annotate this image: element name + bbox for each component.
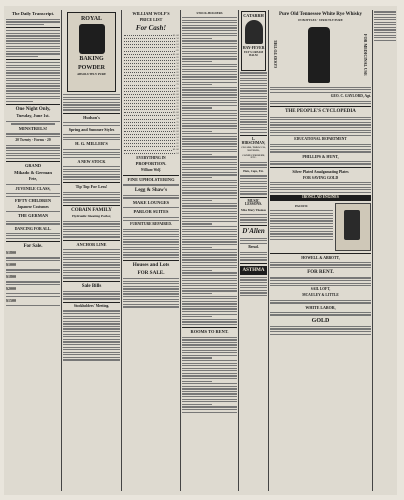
text-line (182, 249, 237, 250)
text-line (182, 360, 237, 361)
cyclopedia-heading: THE PEOPLE'S CYCLOPEDIA (285, 109, 356, 115)
miller-heading: H. G. MILLER'S (75, 141, 108, 147)
column-rule (61, 10, 62, 491)
text-line (182, 198, 237, 199)
text-line (182, 38, 212, 39)
text-line (182, 396, 237, 397)
text-line (182, 275, 237, 276)
text-line (182, 136, 237, 137)
text-line (182, 342, 237, 343)
text-line (182, 151, 237, 152)
royal-baking-ad (67, 12, 116, 92)
text-line (182, 120, 237, 121)
price-row: .10 (175, 114, 179, 118)
text-line (182, 71, 237, 72)
text-line (182, 146, 237, 147)
price-row: .25 (175, 108, 179, 112)
text-line (182, 208, 237, 209)
text-line (182, 252, 237, 253)
text-line (182, 298, 237, 299)
text-line (182, 406, 237, 407)
asthma-heading: ASTHMA (240, 266, 267, 275)
text-line (182, 159, 237, 160)
cigars-heading: CIGARS, TOBACCO, NOTIONS, (241, 146, 266, 153)
column-3 (123, 10, 179, 491)
price-row: $1.00 (172, 92, 179, 96)
price-row: .75 (175, 102, 179, 105)
text-line (182, 154, 212, 155)
text-line (182, 40, 237, 41)
text-line (182, 324, 237, 325)
text-line (182, 115, 237, 116)
text-line (182, 316, 212, 317)
text-line (182, 231, 237, 232)
text-line (182, 381, 212, 382)
text-line (182, 375, 237, 376)
stockholders-heading: STOCK-HOLDERS (196, 11, 223, 15)
pacific-heading: PACIFIC (294, 203, 309, 208)
hirschman-heading: L. HIRSCHMAN, (241, 136, 266, 145)
parlor-suites-heading: PARLOR SUITES (133, 209, 169, 215)
text-line (182, 254, 237, 255)
text-line (182, 221, 237, 222)
text-line (182, 66, 237, 67)
text-line (182, 192, 237, 193)
wolf-title: WILLIAM WOLF'S (132, 11, 170, 16)
text-line (182, 280, 237, 281)
confectionery-heading: CONFECTIONERY, ETC. (242, 153, 265, 160)
text-line (182, 58, 237, 59)
mikado-heading: Mikado & German (14, 169, 52, 175)
gold-heading: GOLD (311, 317, 330, 324)
price-row: .75 (175, 64, 179, 68)
text-line (182, 61, 212, 62)
text-line (182, 296, 237, 297)
german-heading: THE GERMAN (17, 213, 49, 219)
column-rule (268, 10, 269, 491)
column-rule (372, 10, 373, 491)
whisky-heading: Pure Old Tennessee White Rye Whisky (278, 12, 363, 17)
saving-gold-heading: FOR SAVING GOLD (302, 175, 339, 180)
ironclad-heading: IRONCLAD ENGINES (270, 195, 371, 201)
price-row: .05 (175, 123, 179, 127)
text-line (182, 187, 237, 188)
sale-bills-heading: Sale Bills (81, 283, 102, 289)
newspaper-page (4, 6, 397, 495)
white-labor-heading: WHITE LABOR, (305, 304, 336, 310)
price-row: .50 (175, 37, 179, 41)
cobain-heading: COBAIN FAMILY (71, 208, 112, 214)
hydraulic-heading: Hydraulic Sheeting Parlor, (72, 214, 111, 219)
text-line (182, 352, 237, 353)
text-line (182, 314, 237, 315)
text-line (182, 203, 237, 204)
text-line (182, 53, 237, 54)
text-line (182, 383, 237, 384)
price-row: .10 (175, 132, 179, 136)
price-row: .50 (175, 98, 179, 102)
text-line (182, 27, 237, 28)
for-medical-vertical: FOR MEDICINAL USE (363, 33, 369, 76)
text-line (182, 241, 237, 242)
text-line (182, 92, 237, 93)
legg-shaw-heading: Legg & Shaw's (134, 187, 168, 193)
price-row: $1.00 (172, 148, 179, 152)
column-2 (63, 10, 120, 491)
text-line (182, 350, 237, 351)
text-line (182, 303, 237, 304)
text-line (182, 89, 237, 90)
text-line (182, 97, 237, 98)
text-line (182, 177, 212, 178)
price-4: $2000 (6, 286, 16, 292)
price-row: .05 (175, 86, 179, 90)
price-row: .05 (175, 142, 179, 146)
text-line (182, 401, 237, 402)
price-row: $1.00 (172, 74, 179, 78)
baking-heading: BAKING (79, 56, 104, 63)
text-line (182, 308, 237, 309)
text-line (182, 22, 237, 23)
japanese-heading: Japanese Costumes (17, 205, 49, 210)
text-line (182, 17, 237, 18)
text-line (182, 216, 237, 217)
text-line (182, 265, 237, 266)
text-line (182, 363, 237, 364)
text-line (182, 172, 237, 173)
text-line (182, 20, 237, 21)
text-line (182, 56, 237, 57)
price-row: .50 (175, 80, 179, 84)
text-line (182, 128, 237, 129)
price-row: $1.00 (172, 129, 179, 133)
text-line (182, 74, 237, 75)
text-line (182, 149, 237, 150)
good-to-the-vertical: GOOD TO THE (272, 40, 278, 69)
price-row: .25 (175, 126, 179, 130)
adjacent-page-edge (374, 10, 396, 491)
text-line (182, 133, 237, 134)
text-line (182, 169, 237, 170)
price-row: .05 (175, 105, 179, 109)
bottle-icon (308, 27, 330, 83)
price-row: $1.00 (172, 111, 179, 115)
dallen-heading: D'Allen (242, 227, 265, 236)
text-line (182, 167, 237, 168)
price-row: .10 (175, 95, 179, 99)
teacher-name: Miss Mary Thomas (241, 208, 266, 213)
fete-heading: Fete, (28, 176, 38, 182)
text-line (182, 278, 237, 279)
text-line (182, 141, 237, 142)
phillips-heading: PHILLIPS & HUNT, (302, 153, 339, 159)
text-line (182, 82, 237, 83)
text-line (182, 234, 237, 235)
text-line (182, 33, 237, 34)
catarrh-heading: CATARRH (243, 13, 264, 18)
text-line (182, 404, 212, 405)
price-row: .10 (175, 58, 179, 62)
text-line (182, 205, 237, 206)
elys-heading: ELY'S CREAM BALM (243, 51, 264, 58)
anchor-heading: ANCHOR LINE (76, 241, 107, 247)
for-sale-heading: For Sale. (23, 243, 43, 249)
music-heading: MUSIC LESSONS. (244, 198, 263, 207)
minstrels-heading: MINSTRELS! (18, 125, 48, 131)
text-line (182, 339, 237, 340)
powder-heading: POWDER (78, 64, 105, 71)
text-line (182, 180, 237, 181)
price-row: $1.00 (172, 52, 179, 56)
text-line (182, 113, 237, 114)
everything-heading: EVERYTHING IN (136, 155, 166, 160)
text-line (182, 143, 237, 144)
column-rule (180, 10, 181, 491)
price-row: .10 (175, 77, 179, 81)
text-line (182, 185, 237, 186)
grand-heading: GRAND (24, 162, 42, 168)
text-line (182, 211, 237, 212)
text-line (182, 288, 237, 289)
price-row: .75 (175, 83, 179, 87)
proportion-heading: PROPORTION. (135, 161, 167, 167)
text-line (182, 388, 237, 389)
text-line (182, 321, 237, 322)
text-line (182, 393, 237, 394)
text-line (182, 229, 237, 230)
bottles-subheading: IN BOTTLES · STRICTLY PURE (298, 18, 343, 23)
text-line (182, 344, 237, 345)
text-line (182, 301, 237, 302)
text-line (182, 357, 212, 358)
text-line (182, 69, 237, 70)
one-night-heading: One Night Only, (15, 106, 51, 112)
text-line (182, 247, 212, 248)
hats-heading: Hats, Caps, Etc. (243, 169, 264, 174)
price-row: .75 (175, 120, 179, 124)
text-line (182, 347, 237, 348)
for-rent-heading: FOR RENT. (307, 270, 334, 276)
text-line (182, 259, 237, 260)
text-line (182, 378, 237, 379)
text-line (182, 337, 237, 338)
column-rule (121, 10, 122, 491)
text-line (182, 162, 237, 163)
price-row: .05 (175, 49, 179, 53)
text-line (182, 164, 237, 165)
bread-heading: Bread. (248, 244, 259, 249)
text-line (182, 100, 237, 101)
column-rule (238, 10, 239, 491)
text-line (182, 262, 237, 263)
houses-for-sale-heading: FOR SALE. (137, 269, 165, 276)
text-line (182, 370, 237, 371)
tip-top-heading: Tip Top For Less! (75, 184, 108, 190)
text-line (182, 35, 237, 36)
price-row: .50 (175, 61, 179, 65)
text-line (182, 270, 212, 271)
text-line (182, 257, 237, 258)
price-row: .25 (175, 55, 179, 59)
text-line (182, 156, 237, 157)
text-line (182, 391, 237, 392)
text-line (182, 409, 237, 410)
educational-heading: EDUCATIONAL DEPARTMENT (294, 136, 347, 141)
text-line (182, 319, 237, 320)
powder-can-icon (79, 24, 105, 54)
column-4 (182, 10, 237, 491)
price-1: $1800 (6, 250, 16, 256)
furniture-heading: FURNITURE REPAIRED. (130, 221, 172, 226)
price-row: .25 (175, 71, 179, 75)
text-line (182, 118, 237, 119)
william-signature: William Wolf. (140, 167, 162, 172)
date-heading: Tuesday, June 1st. (16, 113, 50, 119)
text-line (182, 102, 237, 103)
upholstering-heading: FINE UPHOLSTERING (127, 176, 175, 182)
text-line (182, 399, 237, 400)
text-line (182, 306, 237, 307)
text-line (182, 30, 237, 31)
text-line (182, 43, 237, 44)
price-2: $1000 (6, 262, 16, 268)
text-line (182, 138, 237, 139)
text-line (182, 94, 237, 95)
price-row: .75 (175, 46, 179, 50)
price-row: .10 (175, 43, 179, 47)
houses-heading: Houses and Lots (132, 262, 170, 269)
text-line (182, 311, 237, 312)
meeting-heading: Stockholders' Meeting. (73, 303, 110, 308)
text-line (182, 174, 237, 175)
price-row: .50 (175, 136, 179, 140)
text-line (182, 368, 237, 369)
text-line (182, 123, 237, 124)
text-line (182, 373, 237, 374)
silver-plated-heading: Silver Plated Amalgamating Plates (292, 169, 349, 174)
hay-fever-heading: HAY-FEVER (242, 46, 265, 51)
price-row: .10 (175, 151, 179, 155)
sail-loft-heading: SAIL LOFT, (310, 287, 331, 292)
text-line (182, 79, 237, 80)
absolutely-pure: ABSOLUTELY PURE (76, 71, 107, 76)
text-line (182, 236, 237, 237)
text-line (182, 125, 237, 126)
whisky-ad-body (270, 25, 371, 85)
text-line (182, 87, 237, 88)
mcauley-heading: MCAULEY & LITTLE (302, 293, 339, 298)
howell-heading: HOWELL & ABBOTT, (301, 255, 340, 260)
price-row: .25 (175, 40, 179, 44)
price-row: .25 (175, 145, 179, 149)
price-row: .05 (175, 67, 179, 71)
text-line (182, 283, 237, 284)
text-line (182, 46, 237, 47)
juvenile-heading: JUVENILE CLASS, (15, 185, 51, 191)
for-cash-heading: For Cash! (135, 23, 167, 32)
text-line (182, 195, 237, 196)
text-line (182, 267, 237, 268)
text-line (182, 131, 212, 132)
price-row: .75 (175, 139, 179, 143)
text-line (182, 285, 237, 286)
text-line (182, 51, 237, 52)
rooms-heading: ROOMS TO RENT. (190, 329, 229, 335)
price-5: $1500 (6, 298, 16, 304)
face-illustration-icon (245, 20, 263, 44)
column-5 (240, 10, 267, 491)
engine-icon (344, 210, 360, 240)
price-list-heading: PRICE LIST (139, 17, 163, 23)
text-line (182, 105, 237, 106)
price-row: $1.00 (172, 33, 179, 37)
twenty-heading: 20 Twenty · Forms · 20 (15, 138, 51, 143)
dancing-heading: DANCING FOR ALL. (14, 226, 52, 231)
text-line (182, 218, 237, 219)
hudsons-heading: Hudson's (83, 114, 100, 120)
gaylord-heading: GEO. C. GAYLORD, Agt. (330, 93, 371, 98)
price-row: .50 (175, 117, 179, 121)
text-line (182, 25, 237, 26)
royal-heading: ROYAL (80, 16, 103, 22)
text-line (182, 76, 237, 77)
lounges-heading: MAKE LOUNGES (132, 199, 170, 205)
text-line (182, 182, 237, 183)
text-line (182, 107, 212, 108)
text-line (182, 226, 237, 227)
text-line (182, 293, 212, 294)
text-line (182, 223, 212, 224)
text-line (182, 213, 237, 214)
text-line (182, 48, 237, 49)
engine-illustration (335, 203, 371, 251)
masthead: The Daily Transcript. (11, 11, 55, 16)
spring-summer-heading: Spring and Summer Styles (68, 126, 115, 132)
text-line (182, 386, 237, 387)
text-line (182, 64, 237, 65)
text-line (182, 200, 212, 201)
text-line (182, 272, 237, 273)
text-line (182, 290, 237, 291)
text-line (182, 365, 237, 366)
price-row: .25 (175, 89, 179, 93)
fifty-heading: FIFTY CHILDREN (14, 197, 52, 203)
text-line (182, 110, 237, 111)
text-line (182, 244, 237, 245)
text-line (182, 190, 237, 191)
price-3: $1800 (6, 274, 16, 280)
text-line (182, 355, 237, 356)
text-line (182, 84, 212, 85)
text-line (182, 412, 237, 413)
new-stock-heading: A NEW STOCK (77, 158, 106, 164)
text-line (182, 239, 237, 240)
column-1 (6, 10, 60, 491)
column-6 (270, 10, 371, 491)
catarrh-ad (241, 11, 266, 71)
